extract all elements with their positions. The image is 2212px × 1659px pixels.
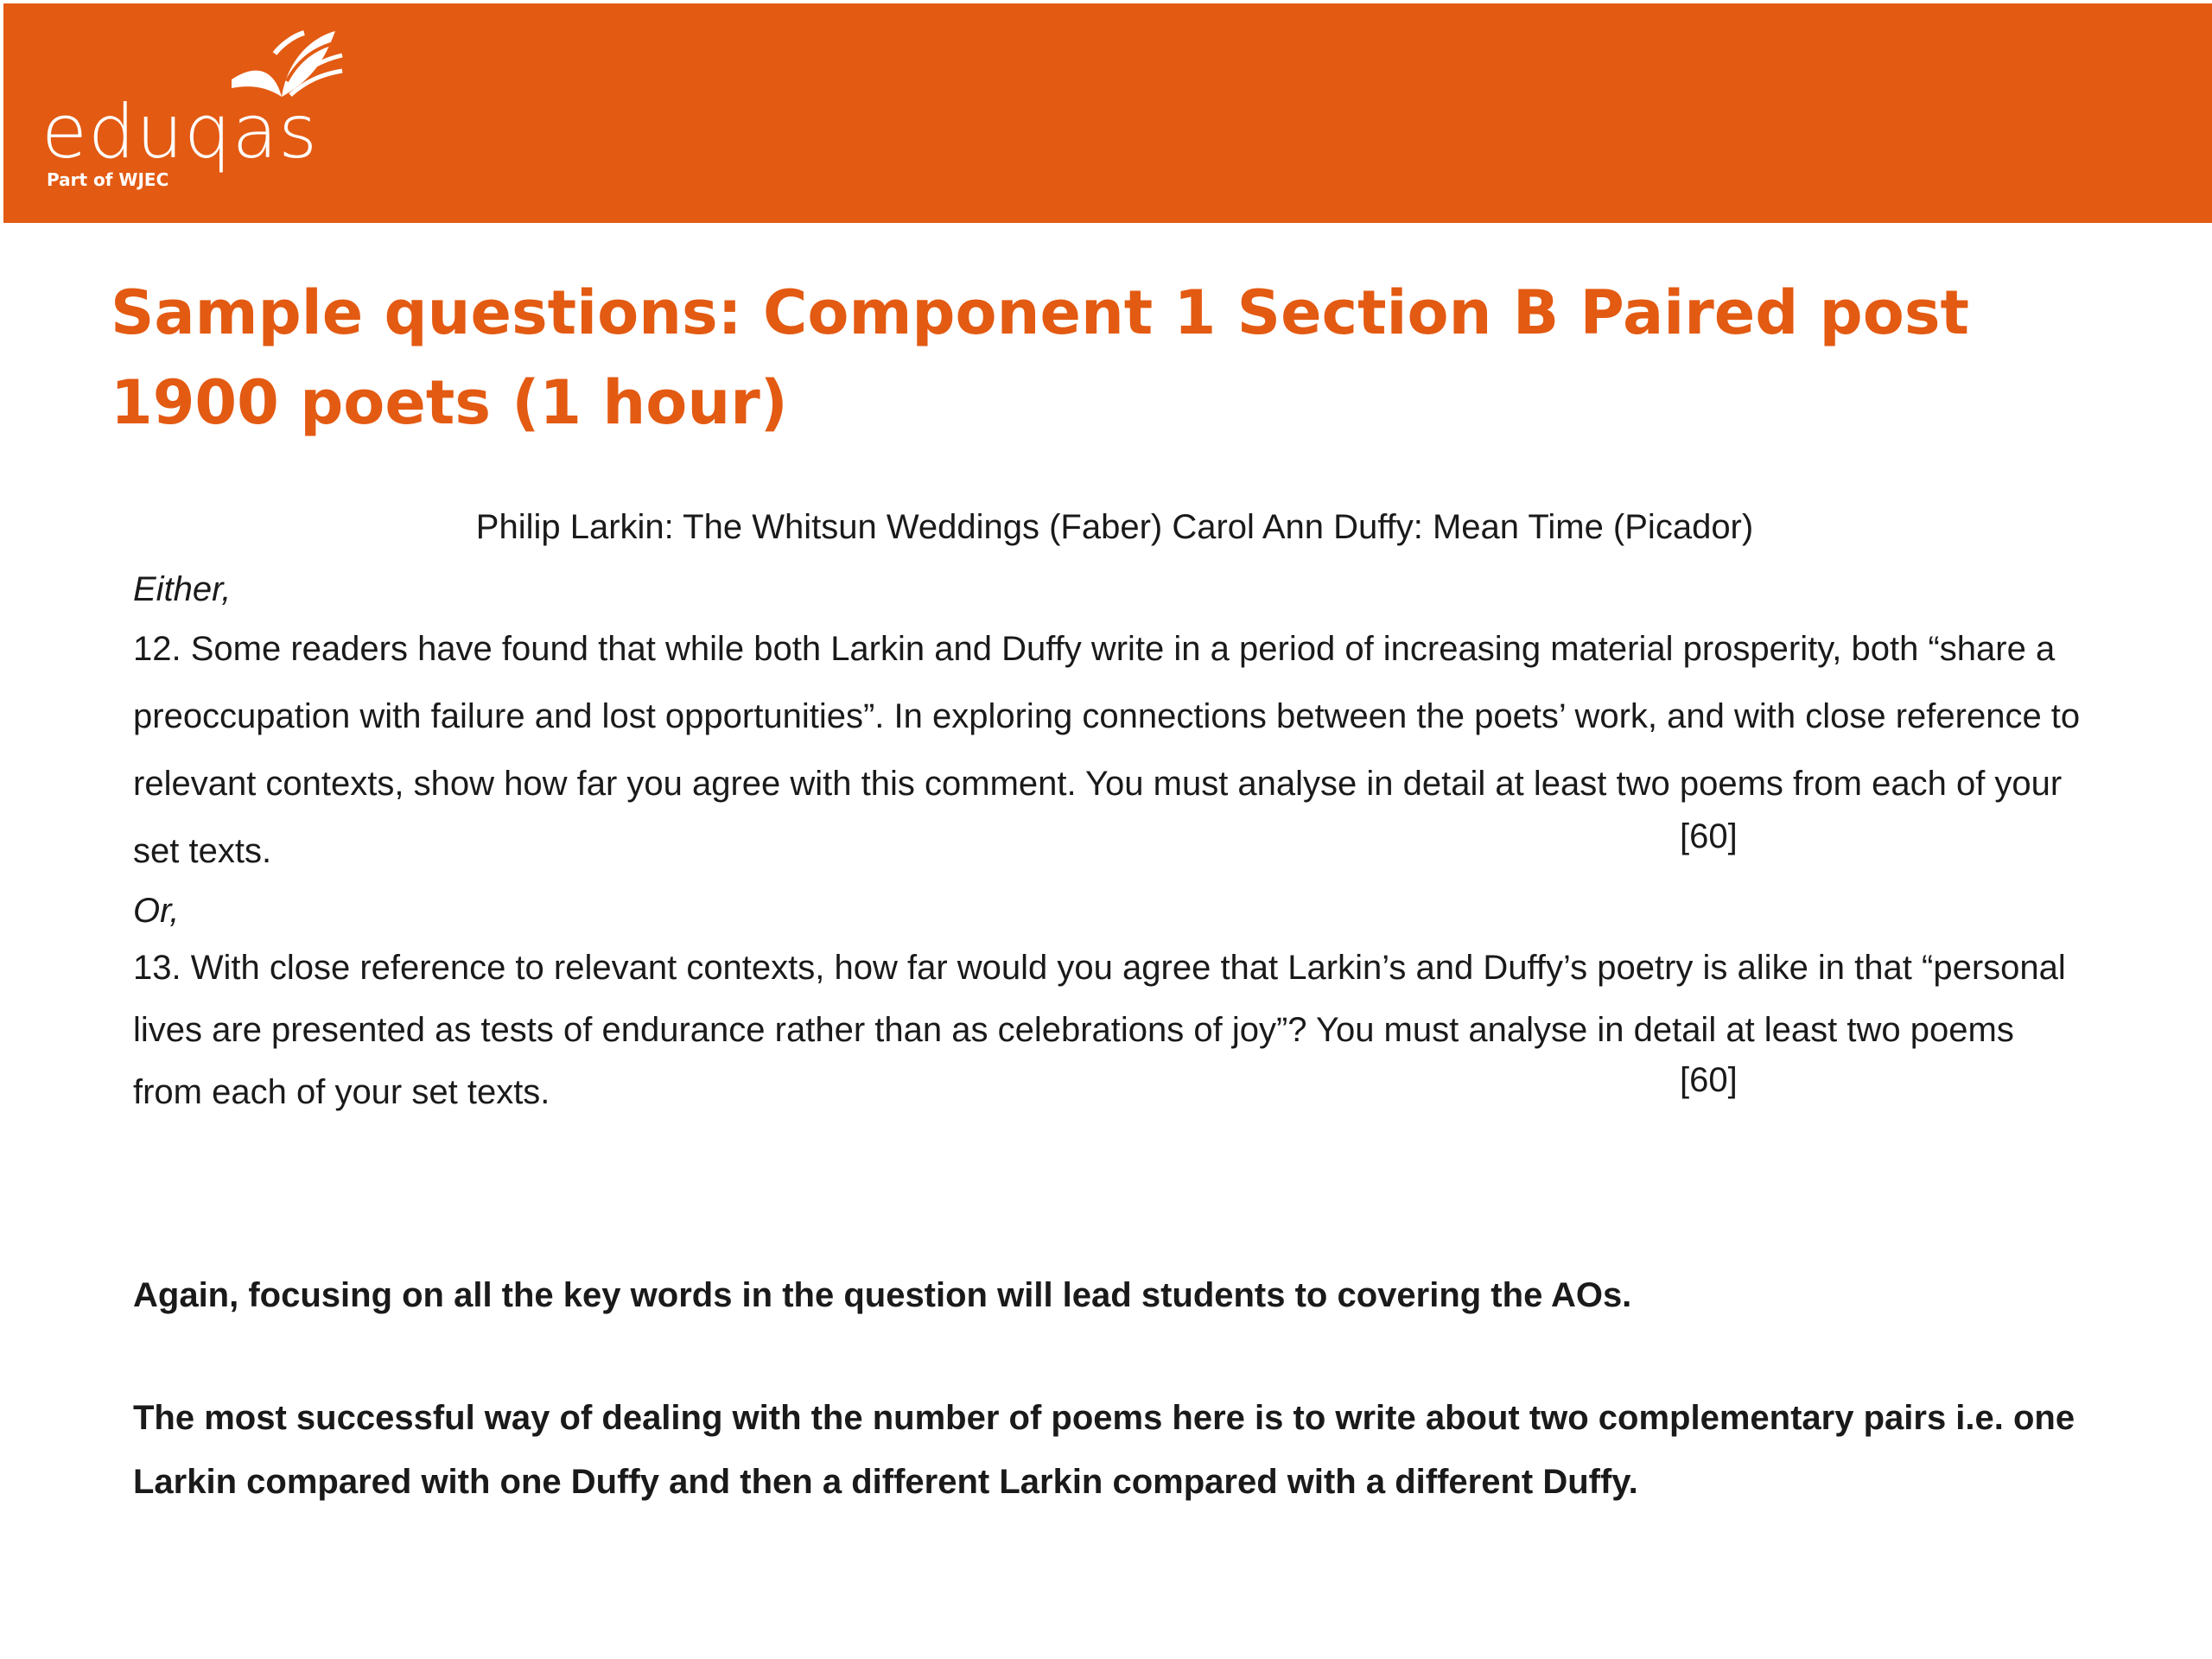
questions-section <box>133 563 2086 1123</box>
question-12-text: 12. Some readers have found that while both Larkin and Duffy write in a period of increasing material prosperity, both “share a preoccupation with failure and lost opportunities”. In exploring connections between the poets’ work, and with close reference to relevant contexts, show how far you agree with this comment. You must analyse in detail at least two poems from each of your set texts. <box>133 630 2081 870</box>
question-13-marks: [60] <box>1680 1061 1738 1099</box>
question-12-marks: [60] <box>1680 817 1738 855</box>
set-texts-line: Philip Larkin: The Whitsun Weddings (Faber) Carol Ann Duffy: Mean Time (Picador) <box>475 508 1754 546</box>
page-title: Sample questions: Component 1 Section B Paired post 1900 poets (1 hour) <box>111 277 1969 438</box>
eduqas-logo <box>41 28 353 200</box>
question-12 <box>133 615 2086 885</box>
header-band <box>3 3 2212 223</box>
or-label: Or, <box>133 892 180 930</box>
question-13 <box>133 937 2086 1123</box>
guidance-note-pairs: The most successful way of dealing with the number of poems here is to write about two complementary pairs i.e. one Larkin compared with one Duffy and then a different Larkin compared with a different Duffy. <box>133 1399 2075 1501</box>
either-label: Either, <box>133 570 232 608</box>
question-13-text: 13. With close reference to relevant contexts, how far would you agree that Larkin’s and Duffy’s poetry is alike in that “personal lives are presented as tests of endurance rather than as celebrations of joy”? You must analyse in detail at least two poems from each of your set texts. <box>133 949 2066 1111</box>
logo-tagline: Part of WJEC <box>47 169 169 190</box>
logo-wordmark: eduqas <box>41 89 319 175</box>
guidance-note-key-words: Again, focusing on all the key words in the question will lead students to covering the AOs. <box>133 1276 1632 1314</box>
